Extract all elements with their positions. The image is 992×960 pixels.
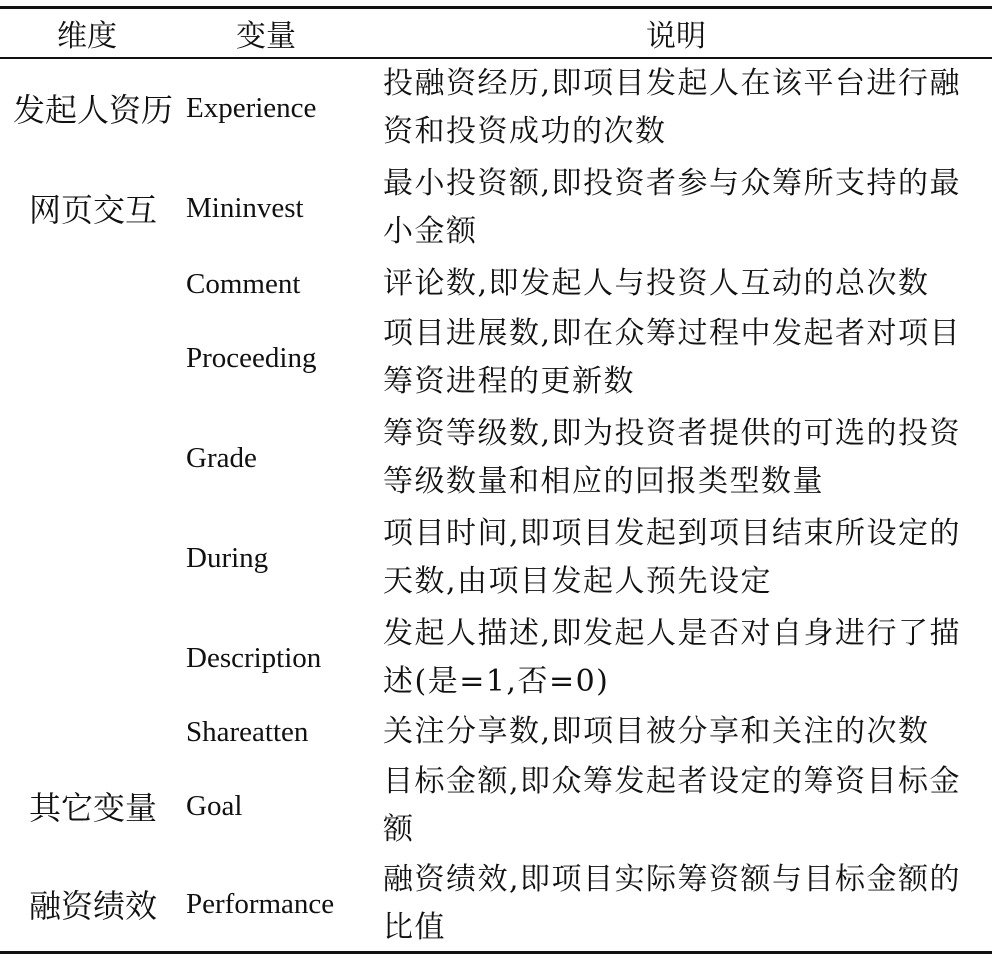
table-row [0, 308, 992, 408]
variable-cell: Proceeding [186, 341, 317, 374]
variable-cell: Performance [186, 887, 335, 920]
header-dimension: 维度 [57, 19, 117, 54]
description-text: 关注分享数,即项目被分享和关注的次数 [383, 714, 930, 749]
variable-cell: Experience [186, 91, 317, 124]
description-cell [383, 608, 975, 708]
description-cell [383, 756, 975, 856]
description-text: 目标金额,即众筹发起者设定的筹资目标金额 [383, 764, 962, 847]
description-cell [383, 60, 975, 156]
variable-cell: Mininvest [186, 191, 304, 224]
variable-cell: Shareatten [186, 715, 309, 748]
table-row [0, 260, 992, 308]
table-row [0, 156, 992, 260]
table-row [0, 856, 992, 952]
table-row [0, 608, 992, 708]
dimension-cell: 网页交互 [28, 191, 157, 229]
dimension-cell: 发起人资历 [12, 91, 173, 129]
dimension-cell [8, 308, 178, 408]
dimension-cell [8, 708, 178, 756]
variable-cell: Grade [186, 441, 257, 474]
description-text: 发起人描述,即发起人是否对自身进行了描述(是=1,否=0) [383, 616, 962, 699]
top-rule [0, 6, 992, 9]
variable-cell: During [186, 541, 269, 574]
description-cell [383, 308, 975, 408]
variable-cell: Goal [186, 789, 243, 822]
description-cell [383, 856, 975, 952]
header-rule [0, 57, 992, 59]
table-row [0, 60, 992, 156]
dimension-cell: 融资绩效 [28, 887, 157, 925]
dimension-cell [8, 608, 178, 708]
description-cell [383, 708, 975, 756]
dimension-cell: 其它变量 [28, 789, 157, 827]
table-row [0, 408, 992, 508]
description-text: 融资绩效,即项目实际筹资额与目标金额的比值 [383, 862, 962, 945]
description-text: 筹资等级数,即为投资者提供的可选的投资等级数量和相应的回报类型数量 [383, 416, 962, 499]
description-cell [383, 508, 975, 608]
header-variable: 变量 [236, 19, 296, 54]
dimension-cell [8, 260, 178, 308]
description-cell [383, 408, 975, 508]
table-row [0, 708, 992, 756]
dimension-cell [8, 408, 178, 508]
description-text: 评论数,即发起人与投资人互动的总次数 [383, 266, 930, 301]
description-cell [383, 156, 975, 260]
variable-cell: Description [186, 641, 322, 674]
dimension-cell [8, 508, 178, 608]
header-description: 说明 [646, 19, 706, 54]
table-row [0, 756, 992, 856]
description-text: 最小投资额,即投资者参与众筹所支持的最小金额 [383, 166, 962, 249]
bottom-rule [0, 951, 992, 954]
variable-cell: Comment [186, 267, 301, 300]
description-text: 项目时间,即项目发起到项目结束所设定的天数,由项目发起人预先设定 [383, 516, 962, 599]
description-text: 投融资经历,即项目发起人在该平台进行融资和投资成功的次数 [383, 66, 962, 149]
table-row [0, 508, 992, 608]
description-cell [383, 260, 975, 308]
description-text: 项目进展数,即在众筹过程中发起者对项目筹资进程的更新数 [383, 316, 962, 399]
